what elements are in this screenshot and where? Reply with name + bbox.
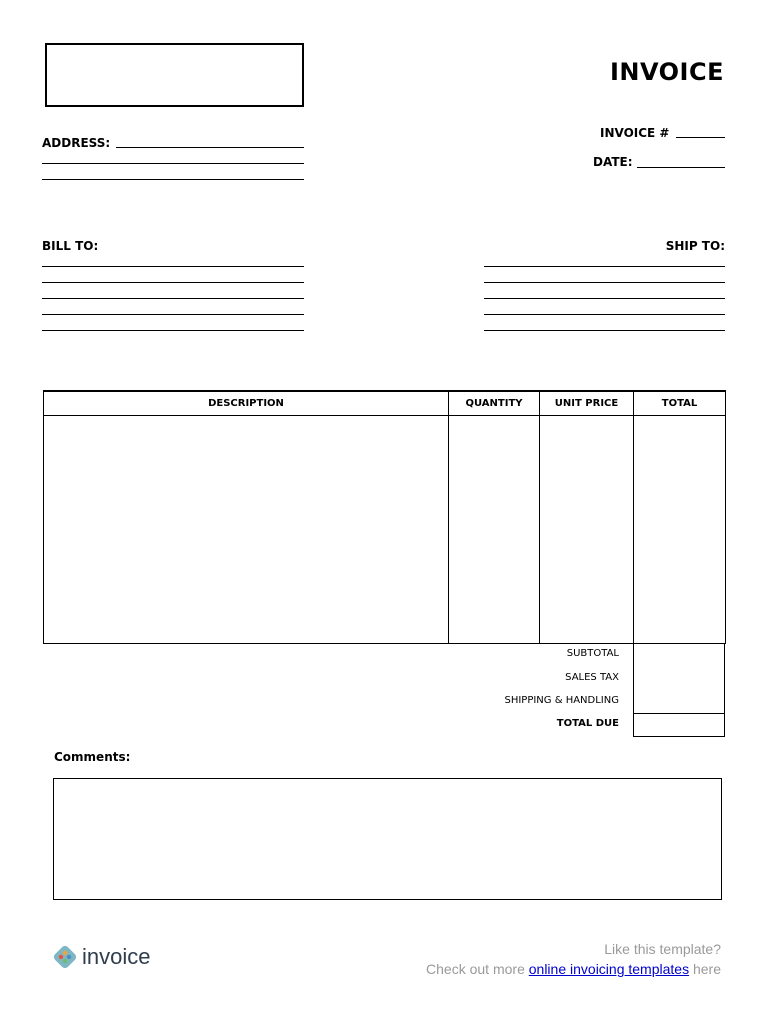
date-field[interactable] xyxy=(637,167,725,168)
bill-to-label: BILL TO: xyxy=(42,239,99,253)
items-table xyxy=(43,390,726,644)
promo-line-1: Like this template? xyxy=(604,941,721,957)
bill-to-line[interactable] xyxy=(42,298,304,299)
online-invoicing-templates-link[interactable]: online invoicing templates xyxy=(528,961,690,977)
column-header-total: TOTAL xyxy=(634,391,726,416)
logo-placeholder[interactable] xyxy=(45,43,304,107)
quantity-cell[interactable] xyxy=(449,416,540,644)
bill-to-line[interactable] xyxy=(42,266,304,267)
total-due-label: TOTAL DUE xyxy=(556,718,619,729)
invoice-number-field[interactable] xyxy=(676,137,725,138)
address-line[interactable] xyxy=(42,179,304,180)
page-title: INVOICE xyxy=(609,58,724,86)
table-header-row xyxy=(44,391,726,416)
totals-values-box[interactable] xyxy=(633,643,725,714)
column-header-quantity: QUANTITY xyxy=(449,391,540,416)
address-label: ADDRESS: xyxy=(42,136,111,150)
sales-tax-label: SALES TAX xyxy=(565,672,619,683)
promo-suffix: here xyxy=(689,961,721,977)
promo-prefix: Check out more xyxy=(426,961,529,977)
brand-name: invoice xyxy=(82,944,151,969)
date-label: DATE: xyxy=(593,155,633,169)
column-header-description: DESCRIPTION xyxy=(44,391,449,416)
shipping-label: SHIPPING & HANDLING xyxy=(504,695,619,706)
brand-logo[interactable] xyxy=(52,944,150,970)
address-line[interactable] xyxy=(42,163,304,164)
comments-label: Comments: xyxy=(54,750,131,764)
unit-price-cell[interactable] xyxy=(540,416,634,644)
ship-to-line[interactable] xyxy=(484,330,725,331)
bill-to-line[interactable] xyxy=(42,282,304,283)
subtotal-label: SUBTOTAL xyxy=(566,648,619,659)
ship-to-line[interactable] xyxy=(484,282,725,283)
diamond-logo-icon xyxy=(52,944,78,970)
ship-to-label: SHIP TO: xyxy=(665,239,725,253)
column-header-unit-price: UNIT PRICE xyxy=(540,391,634,416)
address-line[interactable] xyxy=(116,147,304,148)
ship-to-line[interactable] xyxy=(484,266,725,267)
table-row xyxy=(44,416,726,644)
ship-to-line[interactable] xyxy=(484,298,725,299)
promo-line-2 xyxy=(426,961,721,977)
total-due-value-box[interactable] xyxy=(633,713,725,737)
invoice-number-label: INVOICE # xyxy=(600,126,670,140)
ship-to-line[interactable] xyxy=(484,314,725,315)
bill-to-line[interactable] xyxy=(42,314,304,315)
total-cell[interactable] xyxy=(634,416,726,644)
description-cell[interactable] xyxy=(44,416,449,644)
bill-to-line[interactable] xyxy=(42,330,304,331)
comments-box[interactable] xyxy=(53,778,722,900)
